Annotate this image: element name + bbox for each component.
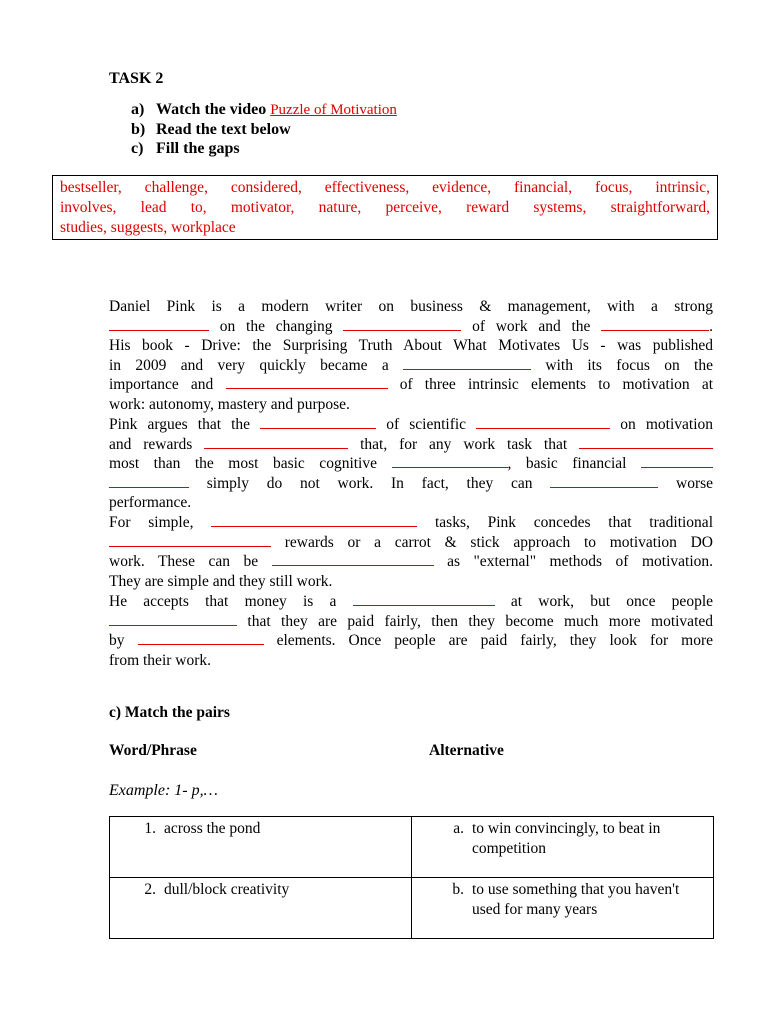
answer-gap[interactable] bbox=[272, 552, 434, 566]
word-bank-line: bestseller, challenge, considered, effectiveness, evidence, financial, focus, intrinsic, bbox=[60, 179, 710, 196]
table-row: 1. across the pond a. to win convincingly, to beat in competition bbox=[110, 817, 714, 878]
alternative-phrase: to win convincingly, to beat in competition bbox=[472, 820, 661, 857]
answer-gap[interactable] bbox=[109, 533, 271, 547]
answer-gap[interactable] bbox=[109, 612, 237, 626]
answer-gap[interactable] bbox=[138, 631, 264, 645]
answer-gap[interactable] bbox=[226, 375, 388, 389]
answer-gap[interactable] bbox=[353, 592, 495, 606]
paragraph-3: For simple, tasks, Pink concedes that traditional rewards or a carrot & stick approach to motivation DO work. These can be as "external" methods of motivation. They are simple and they still work. bbox=[109, 514, 714, 590]
answer-gap[interactable] bbox=[109, 474, 189, 488]
answer-gap[interactable] bbox=[476, 415, 610, 429]
paragraph-2: Pink argues that the of scientific on motivation and rewards that, for any work task that most than the most basic cognitive , basic financial simply do not work. In fact, they can worse performance. bbox=[109, 416, 714, 512]
word-phrase: across the pond bbox=[164, 820, 261, 837]
task-title: TASK 2 bbox=[109, 70, 164, 87]
word-phrase: dull/block creativity bbox=[164, 881, 290, 898]
word-bank bbox=[52, 175, 718, 240]
answer-gap[interactable] bbox=[403, 356, 531, 370]
answer-gap[interactable] bbox=[550, 474, 658, 488]
word-bank-line: involves, lead to, motivator, nature, perceive, reward systems, straightforward, bbox=[60, 199, 710, 216]
answer-gap[interactable] bbox=[260, 415, 376, 429]
instruction-c: c) Fill the gaps bbox=[131, 140, 240, 157]
paragraph-1: Daniel Pink is a modern writer on business & management, with a strong on the changing of work and the . His book - Drive: the Surprising Truth About What Motivates Us - was published in 2009 and very quickly became a with its focus on the importance and of three intrinsic elements to motivation at work: autonomy, mastery and purpose. bbox=[109, 298, 714, 413]
paragraph-4: He accepts that money is a at work, but once people that they are paid fairly, then they become much more motivated by elements. Once people are paid fairly, they look for more from their work. bbox=[109, 593, 714, 669]
answer-gap[interactable] bbox=[392, 454, 508, 468]
answer-gap[interactable] bbox=[211, 513, 417, 527]
answer-gap[interactable] bbox=[343, 317, 461, 331]
answer-gap[interactable] bbox=[109, 317, 209, 331]
answer-gap[interactable] bbox=[601, 317, 709, 331]
answer-gap[interactable] bbox=[579, 435, 713, 449]
match-table bbox=[109, 816, 714, 939]
alternative-phrase: to use something that you haven't used for many years bbox=[472, 881, 680, 918]
table-row: 2. dull/block creativity b. to use something that you haven't used for many years bbox=[110, 878, 714, 939]
word-bank-line: studies, suggests, workplace bbox=[60, 219, 236, 236]
instruction-b: b) Read the text below bbox=[131, 121, 291, 138]
match-heading: c) Match the pairs bbox=[109, 704, 230, 721]
column-word-phrase: Word/Phrase bbox=[109, 742, 197, 759]
video-link[interactable]: Puzzle of Motivation bbox=[270, 102, 397, 118]
example-text: Example: 1- p,… bbox=[109, 782, 218, 799]
answer-gap[interactable] bbox=[641, 454, 713, 468]
instruction-a: a) Watch the video Puzzle of Motivation bbox=[131, 101, 397, 118]
column-alternative: Alternative bbox=[429, 742, 504, 759]
answer-gap[interactable] bbox=[204, 435, 348, 449]
